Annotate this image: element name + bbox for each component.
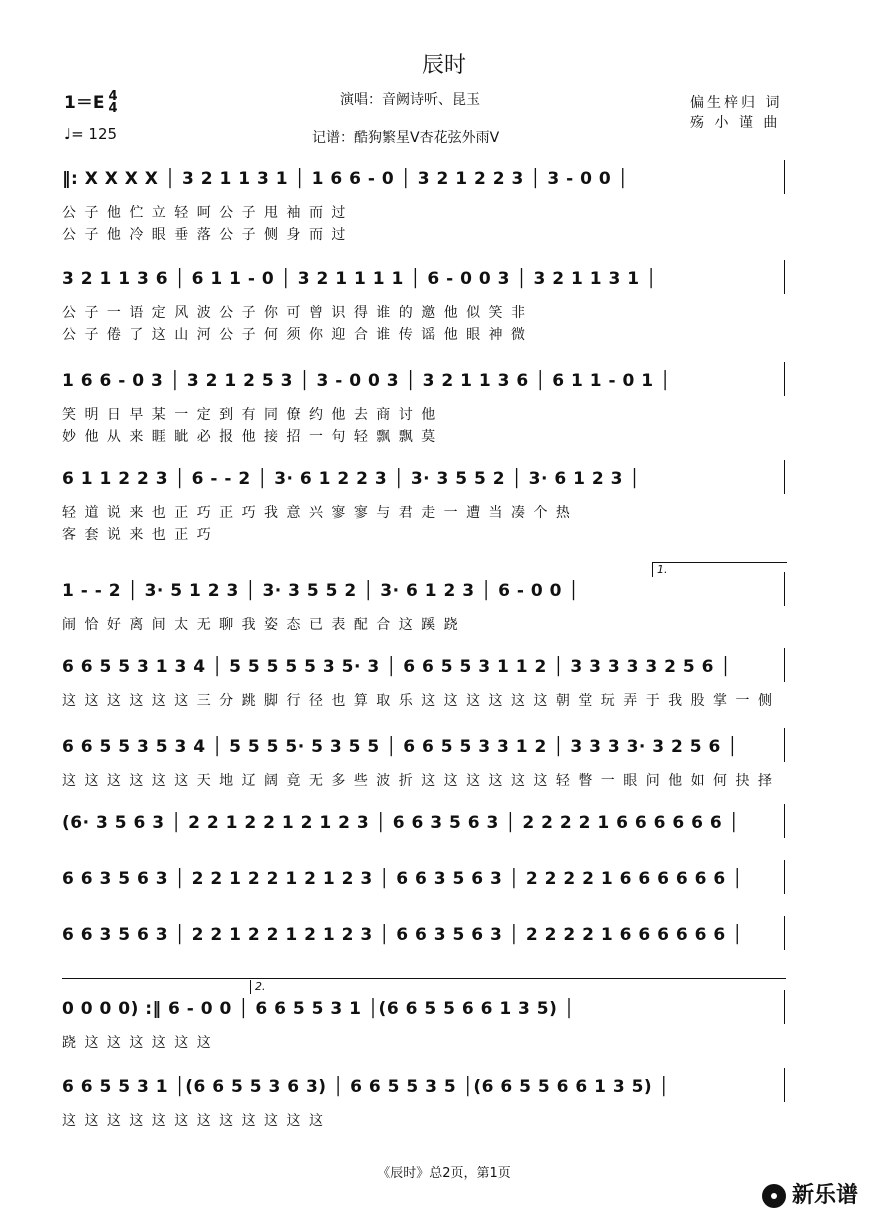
lyric-line-1: 这 这 这 这 这 这 天 地 辽 阔 竟 无 多 些 波 折 这 这 这 这 这 这 轻 瞥 一 眼 问 他 如 何 抉 择 bbox=[62, 773, 774, 789]
lyric-line-1: 这 这 这 这 这 这 这 这 这 这 这 这 bbox=[62, 1113, 325, 1129]
notation-line: 0 0 0 0) :‖ 6 - 0 0 │ 6 6 5 5 3 1 │(6 6 5 5 6 6 1 3 5) │ bbox=[62, 999, 575, 1019]
tempo: ♩= 125 bbox=[64, 125, 118, 143]
composer-credit: 殇 小 谨 曲 bbox=[690, 115, 781, 131]
time-top: 4 bbox=[108, 89, 118, 104]
lyric-line-2: 公 子 倦 了 这 山 河 公 子 何 须 你 迎 合 谁 传 谣 他 眼 神 微 bbox=[62, 327, 528, 343]
notation-line: 6 1 1 2 2 3 │ 6 - - 2 │ 3· 6 1 2 2 3 │ 3· 3 5 5 2 │ 3· 6 1 2 3 │ bbox=[62, 469, 641, 489]
lyric-line-1: 跷 这 这 这 这 这 这 bbox=[62, 1035, 213, 1051]
volta-2 bbox=[250, 980, 789, 994]
barline bbox=[784, 1068, 785, 1102]
notation-line: 6 6 5 5 3 1 3 4 │ 5 5 5 5 5 3 5· 3 │ 6 6 5 5 3 1 1 2 │ 3 3 3 3 3 2 5 6 │ bbox=[62, 657, 732, 677]
barline bbox=[784, 572, 785, 606]
key-signature bbox=[64, 88, 118, 115]
lyric-line-1: 笑 明 日 早 某 一 定 到 有 同 僚 约 他 去 商 讨 他 bbox=[62, 407, 438, 423]
volta-1 bbox=[652, 562, 787, 577]
page-footer: 《辰时》总2页，第1页 bbox=[377, 1166, 511, 1181]
lyric-line-1: 公 子 一 语 定 风 波 公 子 你 可 曾 识 得 谁 的 邀 他 似 笑 非 bbox=[62, 305, 528, 321]
lyric-line-1: 公 子 他 伫 立 轻 呵 公 子 甩 袖 而 过 bbox=[62, 205, 348, 221]
record-disc-icon bbox=[762, 1184, 786, 1208]
lyric-line-1: 轻 道 说 来 也 正 巧 正 巧 我 意 兴 寥 寥 与 君 走 一 遭 当 凑 个 热 bbox=[62, 505, 572, 521]
volta-1-label: 1. bbox=[657, 563, 668, 576]
notation-line: 3 2 1 1 3 6 │ 6 1 1 - 0 │ 3 2 1 1 1 1 │ 6 - 0 0 3 │ 3 2 1 1 3 1 │ bbox=[62, 269, 657, 289]
notation-line: 6 6 3 5 6 3 │ 2 2 1 2 2 1 2 1 2 3 │ 6 6 3 5 6 3 │ 2 2 2 2 1 6 6 6 6 6 6 │ bbox=[62, 869, 743, 889]
notation-line: 1 - - 2 │ 3· 5 1 2 3 │ 3· 3 5 5 2 │ 3· 6 1 2 3 │ 6 - 0 0 │ bbox=[62, 581, 580, 601]
volta-2-label: 2. bbox=[255, 980, 266, 993]
lyric-line-2: 妙 他 从 来 睚 眦 必 报 他 接 招 一 句 轻 飘 飘 莫 bbox=[62, 429, 438, 445]
barline bbox=[784, 648, 785, 682]
notation-line: 1 6 6 - 0 3 │ 3 2 1 2 5 3 │ 3 - 0 0 3 │ 3 2 1 1 3 6 │ 6 1 1 - 0 1 │ bbox=[62, 371, 671, 391]
notation-line: 6 6 5 5 3 5 3 4 │ 5 5 5 5· 5 3 5 5 │ 6 6 5 5 3 3 1 2 │ 3 3 3 3· 3 2 5 6 │ bbox=[62, 737, 739, 757]
lyric-line-2: 公 子 他 冷 眼 垂 落 公 子 侧 身 而 过 bbox=[62, 227, 348, 243]
barline bbox=[784, 860, 785, 894]
lyric-line-1: 闹 恰 好 离 间 太 无 聊 我 姿 态 已 表 配 合 这 蹊 跷 bbox=[62, 617, 460, 633]
barline bbox=[784, 916, 785, 950]
barline bbox=[784, 804, 785, 838]
barline bbox=[784, 728, 785, 762]
time-signature bbox=[108, 91, 117, 115]
singer-credit: 演唱：音阙诗听、昆玉 bbox=[340, 92, 480, 108]
barline bbox=[784, 160, 785, 194]
barline bbox=[784, 362, 785, 396]
notation-line: (6· 3 5 6 3 │ 2 2 1 2 2 1 2 1 2 3 │ 6 6 3 5 6 3 │ 2 2 2 2 1 6 6 6 6 6 6 │ bbox=[62, 813, 740, 833]
lyric-line-1: 这 这 这 这 这 这 三 分 跳 脚 行 径 也 算 取 乐 这 这 这 这 这 这 朝 堂 玩 弄 于 我 股 掌 一 侧 bbox=[62, 693, 774, 709]
lyricist-credit: 偏生梓归 词 bbox=[690, 95, 783, 111]
notation-line: ‖: X X X X │ 3 2 1 1 3 1 │ 1 6 6 - 0 │ 3 2 1 2 2 3 │ 3 - 0 0 │ bbox=[62, 169, 629, 189]
volta-1-end-line bbox=[62, 978, 786, 979]
notation-line: 6 6 5 5 3 1 │(6 6 5 5 3 6 3) │ 6 6 5 5 3 5 │(6 6 5 5 6 6 1 3 5) │ bbox=[62, 1077, 670, 1097]
notation-line: 6 6 3 5 6 3 │ 2 2 1 2 2 1 2 1 2 3 │ 6 6 3 5 6 3 │ 2 2 2 2 1 6 6 6 6 6 6 │ bbox=[62, 925, 743, 945]
scribe-credit: 记谱：酷狗繁星V杏花弦外雨V bbox=[312, 130, 500, 146]
lyric-line-2: 客 套 说 来 也 正 巧 bbox=[62, 527, 213, 543]
page-title: 辰时 bbox=[421, 53, 466, 78]
time-bottom: 4 bbox=[108, 101, 118, 116]
barline bbox=[784, 260, 785, 294]
logo-text: 新乐谱 bbox=[792, 1183, 859, 1208]
barline bbox=[784, 990, 785, 1024]
barline bbox=[784, 460, 785, 494]
site-logo bbox=[762, 1178, 858, 1209]
key-label: 1＝E bbox=[64, 93, 105, 113]
